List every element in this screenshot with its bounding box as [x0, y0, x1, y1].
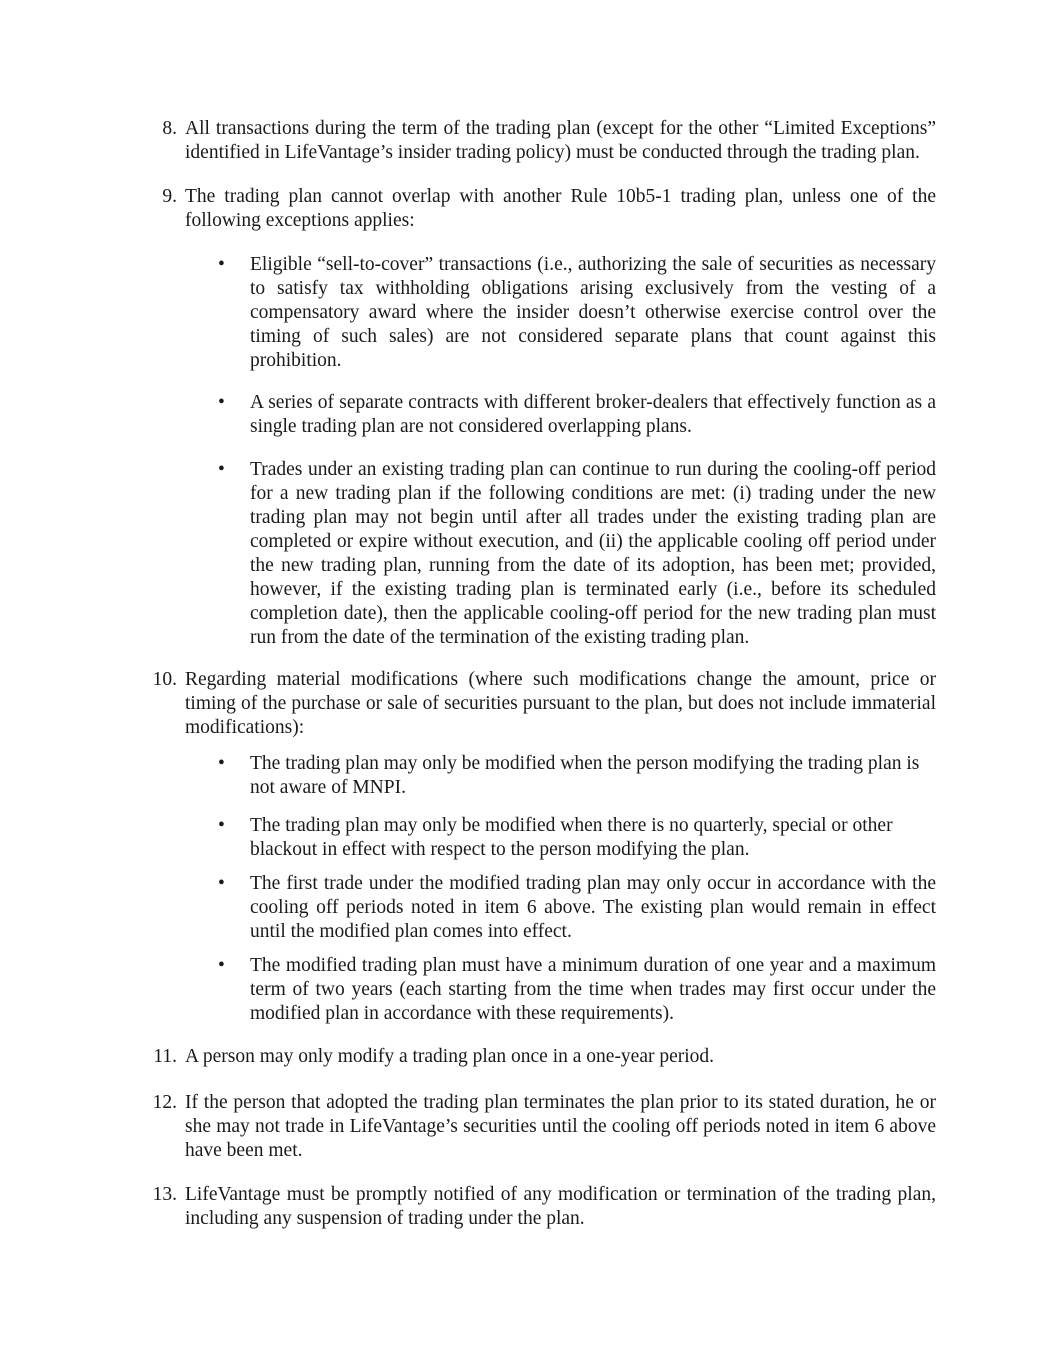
bullet-marker: •: [218, 459, 225, 480]
list-item-8: [143, 117, 936, 165]
item-text: If the person that adopted the trading plan terminates the plan prior to its stated duration, he or she may not trade in LifeVantage’s securities until the cooling off periods noted in item 6 above have been met.: [185, 1092, 936, 1161]
list-item-11: [143, 1045, 936, 1069]
bullet-item: [218, 814, 936, 862]
bullet-marker: •: [218, 955, 225, 976]
bullet-item: [218, 253, 936, 373]
bullet-item: [218, 458, 936, 650]
bullet-marker: •: [218, 753, 225, 774]
item-number: 10.: [152, 669, 177, 690]
bullet-item: [218, 752, 936, 800]
item-text: All transactions during the term of the trading plan (except for the other “Limited Exceptions” identified in LifeVantage’s insider trading policy) must be conducted through the trading plan.: [185, 118, 936, 163]
item-text: The trading plan cannot overlap with another Rule 10b5-1 trading plan, unless one of the following exceptions applies:: [185, 186, 936, 231]
item-number: 8.: [162, 118, 177, 139]
bullet-item: [218, 391, 936, 439]
bullet-text: Trades under an existing trading plan can continue to run during the cooling-off period for a new trading plan if the following conditions are met: (i) trading under the new trading plan may not begin until after all trades under the existing trading plan are completed or expire without execution, and (ii) the applicable cooling off period under the new trading plan, running from the date of its adoption, has been met; provided, however, if the existing trading plan is terminated early (i.e., before its scheduled completion date), then the applicable cooling-off period for the new trading plan must run from the date of the termination of the existing trading plan.: [250, 459, 936, 648]
bullet-marker: •: [218, 392, 225, 413]
item-number: 9.: [162, 186, 177, 207]
item-text: LifeVantage must be promptly notified of any modification or termination of the trading plan, including any suspension of trading under the plan.: [185, 1184, 936, 1229]
item-number: 11.: [153, 1046, 177, 1067]
item-text: A person may only modify a trading plan once in a one-year period.: [185, 1046, 715, 1067]
bullet-text: The modified trading plan must have a minimum duration of one year and a maximum term of two years (each starting from the time when trades may first occur under the modified plan in accordance with these requirements).: [250, 955, 936, 1024]
list-item-10: [143, 668, 936, 740]
document-content: [143, 117, 936, 1231]
bullet-text: A series of separate contracts with different broker-dealers that effectively function as a single trading plan are not considered overlapping plans.: [250, 392, 936, 437]
list-item-13: [143, 1183, 936, 1231]
item-text: Regarding material modifications (where such modifications change the amount, price or timing of the purchase or sale of securities pursuant to the plan, but does not include immaterial modifications):: [185, 669, 936, 738]
bullet-item: [218, 872, 936, 944]
list-item-9: [143, 185, 936, 233]
list-item-12: [143, 1091, 936, 1163]
bullet-text: The first trade under the modified trading plan may only occur in accordance with the cooling off periods noted in item 6 above. The existing plan would remain in effect until the modified plan comes into effect.: [250, 873, 936, 942]
bullet-marker: •: [218, 873, 225, 894]
bullet-text: Eligible “sell-to-cover” transactions (i.e., authorizing the sale of securities as necessary to satisfy tax withholding obligations arising exclusively from the vesting of a compensatory award where the insider doesn’t otherwise exercise control over the timing of such sales) are not considered separate plans that count against this prohibition.: [250, 254, 936, 371]
item-number: 13.: [152, 1184, 177, 1205]
item-number: 12.: [152, 1092, 177, 1113]
bullet-marker: •: [218, 815, 225, 836]
bullet-text: The trading plan may only be modified when the person modifying the trading plan is not aware of MNPI.: [250, 753, 920, 798]
bullet-item: [218, 954, 936, 1026]
bullet-marker: •: [218, 254, 225, 275]
bullet-text: The trading plan may only be modified when there is no quarterly, special or other blackout in effect with respect to the person modifying the plan.: [250, 815, 893, 860]
